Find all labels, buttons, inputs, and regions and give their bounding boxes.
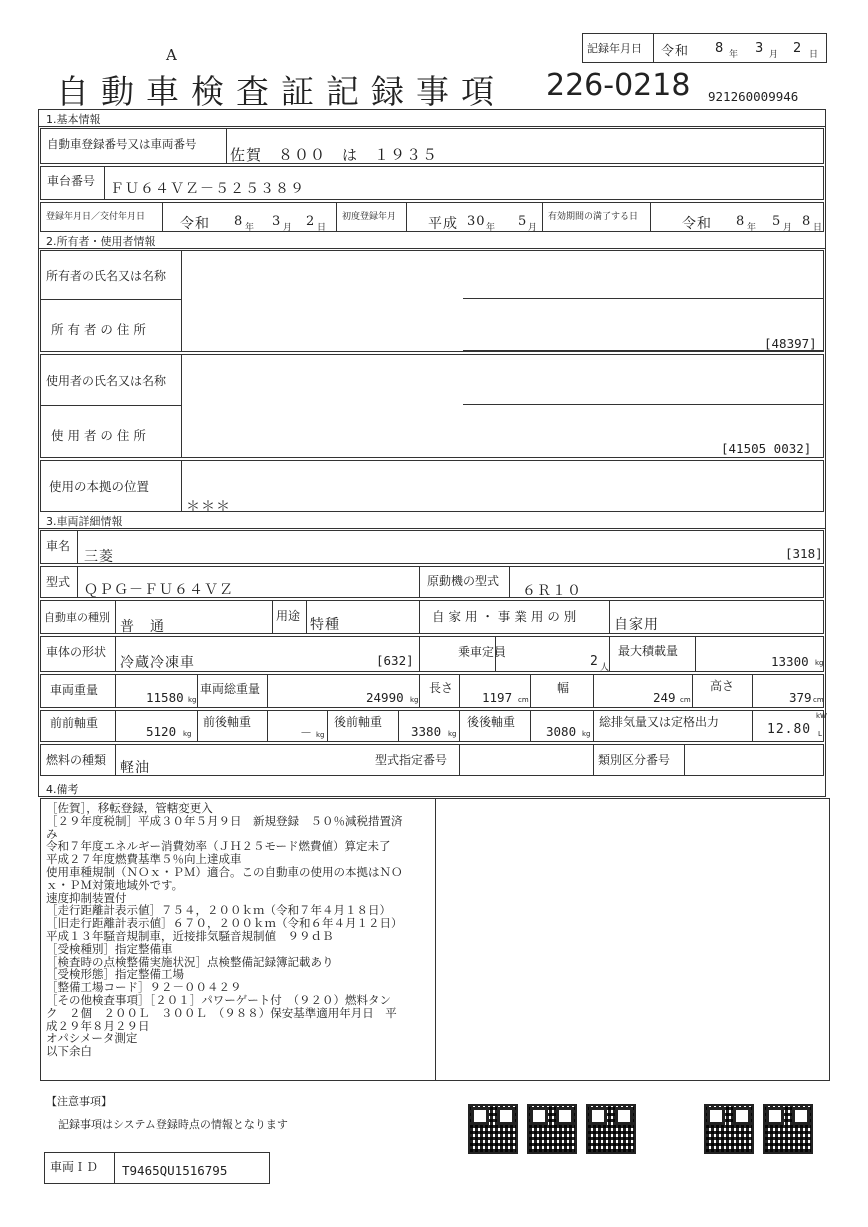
record-date-box: [582, 33, 827, 63]
expiry-date-day-unit: 日: [813, 223, 823, 233]
rr-axle-value: 3080: [546, 724, 577, 739]
issue-date-day-unit: 日: [317, 223, 327, 233]
issue-date-day: 2: [306, 214, 316, 229]
remarks-line: オパシメータ測定: [46, 1031, 138, 1046]
length-value: 1197: [482, 690, 513, 705]
capacity-label: 乗車定員: [458, 645, 507, 659]
issue-date-era: 令和: [180, 216, 210, 232]
owner-name-label: 所有者の氏名又は名称: [46, 269, 167, 283]
weight-value: 11580: [146, 690, 184, 705]
fr-axle-label: 前後軸重: [203, 715, 252, 729]
notice-text: 記録事項はシステム登録時点の情報となります: [58, 1118, 288, 1131]
kind-value: 普 通: [120, 619, 165, 635]
record-date-day-unit: 日: [809, 50, 819, 60]
max-load-value: 13300: [771, 654, 809, 669]
fuel-label: 燃料の種類: [46, 753, 107, 767]
header-letter: A: [166, 46, 177, 64]
kind-label: 自動車の種別: [44, 611, 110, 624]
first-reg-label: 初度登録年月: [342, 212, 397, 222]
remarks-line: ［整備工場コード］９２－００４２９: [46, 980, 242, 995]
remarks-line: 速度抑制装置付: [46, 890, 127, 905]
expiry-date-label: 有効期間の満了する日: [548, 212, 639, 222]
rf-axle-unit: kg: [448, 730, 457, 738]
owner-block: [40, 250, 824, 352]
record-date-year: 8: [715, 41, 725, 56]
qr-code-icon: [704, 1104, 754, 1154]
max-load-unit: kg: [815, 659, 824, 667]
issue-date-month: 3: [272, 214, 282, 229]
width-unit: cm: [680, 696, 691, 704]
vehicle-id-label: 車両ＩＤ: [50, 1160, 99, 1174]
remarks-line: ［走行距離計表示値］７５４，２００ｋｍ（令和７年４月１８日）: [46, 903, 391, 918]
remarks-line: ［佐賀］，移転登録，管轄変更入: [46, 801, 213, 815]
displacement-label: 総排気量又は定格出力: [599, 715, 720, 729]
chassis-label: 車台番号: [47, 174, 96, 188]
qr-code-icon: [763, 1104, 813, 1154]
displacement-value: 12.80: [767, 722, 812, 737]
section-remarks-title: 4.備考: [46, 783, 79, 796]
type-designation-label: 型式指定番号: [375, 753, 448, 767]
section-vehicle-title: 3.車両詳細情報: [46, 515, 123, 528]
expiry-date-year: 8: [736, 214, 746, 229]
length-unit: cm: [518, 696, 529, 704]
chassis-value: ＦＵ６４ＶＺ－５２５３８９: [110, 181, 305, 197]
remarks-line: 成２９年８月２９日: [46, 1018, 150, 1033]
remarks-line: ［検査時の点検整備実施状況］点検整備記録簿記載あり: [46, 954, 334, 969]
base-location-row: [40, 460, 824, 512]
remarks-line: ｘ・ＰＭ対策地域外です。: [46, 877, 184, 892]
body-shape-code: [632]: [376, 653, 414, 668]
rr-axle-label: 後後軸重: [467, 715, 516, 729]
first-reg-era: 平成: [428, 216, 458, 232]
gross-weight-unit: kg: [410, 696, 419, 704]
record-date-label: 記録年月日: [587, 42, 642, 55]
vehicle-name-label: 車名: [46, 539, 71, 553]
max-load-label: 最大積載量: [618, 644, 679, 658]
remarks-line: ク ２個 ２００Ｌ ３００Ｌ （９８８）保安基準適用年月日 平: [46, 1005, 397, 1020]
expiry-date-day: 8: [802, 214, 812, 229]
ff-axle-value: 5120: [146, 724, 177, 739]
user-block: [40, 354, 824, 458]
section-owner-title: 2.所有者・使用者情報: [46, 235, 156, 248]
section-basic-title: 1.基本情報: [46, 113, 101, 126]
expiry-date-month: 5: [772, 214, 782, 229]
engine-value: ６Ｒ１０: [522, 583, 582, 599]
qr-code-icon: [527, 1104, 577, 1154]
use-value: 特種: [310, 617, 340, 633]
remarks-line: 以下余白: [46, 1044, 92, 1059]
height-label: 高さ: [710, 679, 735, 693]
user-code: [41505 0032]: [721, 441, 812, 456]
base-location-value: ＊＊＊: [186, 499, 231, 515]
document-title: 自動車検査証記録事項: [56, 72, 506, 111]
document-serial: 921260009946: [708, 89, 799, 104]
reg-number-value: 佐賀 ８００ は １９３５: [230, 146, 439, 164]
vehicle-name-row: [40, 530, 824, 564]
remarks-line: ［その他検査事項］［２０１］パワーゲート付 （９２０）燃料タン: [46, 992, 391, 1007]
expiry-date-era: 令和: [682, 216, 712, 232]
model-label: 型式: [46, 575, 71, 589]
fuel-value: 軽油: [120, 760, 150, 776]
use-label: 用途: [276, 609, 301, 623]
remarks-text: [46, 802, 403, 1058]
base-location-label: 使用の本拠の位置: [49, 479, 150, 494]
first-reg-year-unit: 年: [486, 223, 496, 233]
expiry-date-month-unit: 月: [783, 223, 793, 233]
qr-code-icon: [468, 1104, 518, 1154]
notice-label: 【注意事項】: [46, 1095, 112, 1108]
body-shape-label: 車体の形状: [46, 645, 107, 659]
document-code: 226-0218: [546, 68, 691, 103]
record-date-year-unit: 年: [729, 50, 739, 60]
issue-date-year: 8: [234, 214, 244, 229]
height-unit: cm: [813, 696, 824, 704]
remarks-line: 平成２７年度燃費基準５％向上達成車: [46, 852, 242, 867]
width-label: 幅: [557, 681, 570, 695]
reg-number-label: 自動車登録番号又は車両番号: [47, 137, 197, 151]
remarks-line: み: [46, 826, 58, 841]
private-business-value: 自家用: [614, 617, 659, 633]
engine-label: 原動機の型式: [427, 574, 500, 588]
issue-date-label: 登録年月日／交付年月日: [46, 212, 146, 222]
vehicle-id-value: T9465QU1516795: [122, 1163, 228, 1178]
gross-weight-label: 車両総重量: [200, 682, 261, 696]
width-value: 249: [653, 690, 676, 705]
remarks-line: 使用車種規制（ＮＯｘ・ＰＭ）適合。この自動車の使用の本拠はＮＯ: [46, 864, 403, 879]
remarks-line: 令和７年度エネルギー消費効率（ＪＨ２５モード燃費値）算定未了: [46, 839, 391, 854]
user-name-label: 使用者の氏名又は名称: [46, 374, 167, 388]
ff-axle-unit: kg: [183, 730, 192, 738]
fr-axle-unit: kg: [316, 731, 325, 739]
model-value: ＱＰＧ－ＦＵ６４ＶＺ: [84, 582, 234, 598]
qr-code-icon: [586, 1104, 636, 1154]
remarks-line: ［２９年度税制］平成３０年５月９日 新規登録 ５０％減税措置済: [46, 813, 403, 828]
remarks-line: ［受検種別］指定整備車: [46, 941, 173, 956]
private-business-label: 自 家 用 ・ 事 業 用 の 別: [432, 609, 577, 624]
rf-axle-label: 後前軸重: [334, 715, 383, 729]
owner-code: [48397]: [764, 336, 817, 351]
weight-label: 車両重量: [50, 683, 99, 697]
remarks-line: ［旧走行距離計表示値］６７０，２００ｋｍ（令和６年４月１２日）: [46, 916, 403, 931]
rr-axle-unit: kg: [582, 730, 591, 738]
fr-axle-value: －: [300, 726, 314, 740]
class-number-label: 類別区分番号: [598, 753, 671, 767]
remarks-line: ［受検形態］指定整備工場: [46, 967, 184, 982]
weight-unit: kg: [188, 696, 197, 704]
first-reg-month-unit: 月: [528, 223, 538, 233]
capacity-value: 2: [590, 654, 599, 669]
ff-axle-label: 前前軸重: [50, 716, 99, 730]
vehicle-name-code: [318]: [785, 546, 823, 561]
vehicle-name-value: 三菱: [84, 549, 114, 565]
displacement-unit-l: L: [818, 730, 822, 738]
owner-address-label: 所 有 者 の 住 所: [51, 322, 146, 337]
record-date-month-unit: 月: [769, 50, 779, 60]
length-label: 長さ: [429, 681, 454, 695]
gross-weight-value: 24990: [366, 690, 404, 705]
remarks-line: 平成１３年騒音規制車，近接排気騒音規制値 ９９ｄＢ: [46, 928, 334, 943]
rf-axle-value: 3380: [411, 724, 442, 739]
issue-date-month-unit: 月: [283, 223, 293, 233]
record-date-era: 令和: [661, 44, 690, 59]
height-value: 379: [789, 690, 812, 705]
record-date-month: 3: [755, 41, 765, 56]
record-date-day: 2: [793, 41, 803, 56]
first-reg-year: 30: [467, 214, 486, 229]
user-address-label: 使 用 者 の 住 所: [51, 428, 146, 443]
first-reg-month: 5: [518, 214, 528, 229]
expiry-date-year-unit: 年: [747, 223, 757, 233]
body-shape-value: 冷蔵冷凍車: [120, 655, 195, 671]
issue-date-year-unit: 年: [245, 223, 255, 233]
capacity-unit: 人: [600, 663, 610, 673]
displacement-unit-kw: kW: [816, 712, 827, 720]
